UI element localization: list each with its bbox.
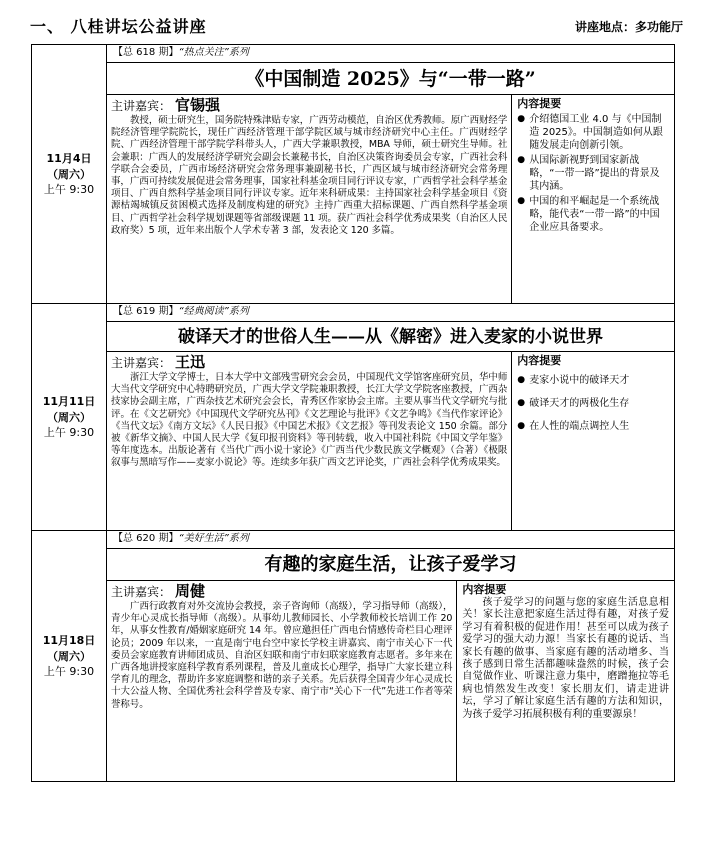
series-label (107, 531, 674, 547)
lecture-2-date-cell (32, 304, 107, 531)
summary-point: ● 介绍德国工业 4.0 与《中国制造 2025》。中国制造如何从跟随发展走向创新引领。 (517, 114, 663, 151)
lecture-venue: 讲座地点：多功能厅 (574, 20, 683, 34)
bullet-icon: ● (517, 398, 526, 408)
summary-point: ● 中国的和平崛起是一个系统战略，能代表“一带一路”的中国企业应具备要求。 (517, 196, 660, 233)
content-summary-heading: 内容提要 (517, 354, 562, 367)
content-summary-heading: 内容提要 (517, 97, 562, 110)
speaker-label: 主讲嘉宾： (111, 99, 172, 113)
speaker-section (107, 95, 511, 303)
series-issue: 【总 619 期】 (113, 306, 179, 317)
speaker-bio: 广西行政教育对外交流协会教授，亲子咨询师（高级），学习指导师（高级），青少年心灵成长指导师（高级）。从事幼儿教师园长、小学教师校长培训工作 20 年，从事女性教育/婚姻家庭研究 14 年。曾应邀担任广西电台情感传奇栏目心理评论员；2009 年以来，一直是南宁电台空中家长学校主讲嘉宾、南宁市关心下一代委员会家庭教育讲师团成员、自治区妇联和南宁市妇联家庭教育志愿者。多年来在广西各地讲授家庭科学教育系列课程，普及儿童成长心理学，指导广大家长建立科学育儿的理念，帮助许多家庭调整和谐的亲子关系。先后获得全国青少年心灵成长十大公益人物、全国优秀社会科学普及专家、南宁市“关心下一代”先进工作者等荣誉称号。 (111, 601, 453, 710)
speaker-line (111, 582, 452, 601)
speaker-label: 主讲嘉宾： (111, 356, 172, 370)
bullet-icon: ● (517, 155, 526, 165)
lecture-date: 11月18日 (42, 634, 96, 647)
page-header (0, 0, 703, 44)
lecture-weekday: （周六） (47, 411, 91, 424)
content-summary (511, 95, 674, 303)
speaker-bio: 浙江大学文学博士，日本大学中文部残雪研究会会员，中国现代文学馆客座研究员，华中师大当代文学研究中心特聘研究员，广西大学文学院兼职教授，长江大学文学院客座教授，广西杂技家协会副主席，广西杂技艺术研究会会长，青秀区作家协会主席。主要从事当代文学研究与批评。在《文艺研究》《中国现代文学研究丛刊》《文艺理论与批评》《文艺争鸣》《当代作家评论》《当代文坛》《南方文坛》《人民日报》《中国艺术报》《文艺报》等刊发表论文 150 余篇。部分被《新华文摘》、中国人民大学《复印报刊资料》等刊转载，收入中国社科院《中国文学年鉴》等年度选本。出版论著有《当代广西小说十家论》《广西当代少数民族文学概观》（合著）《极限叙事与黑暗写作——麦家小说论》等。连续多年获广西文艺评论奖，广西社会科学优秀成果奖。 (111, 372, 508, 469)
lecture-1-topic-row (32, 63, 675, 95)
series-issue: 【总 618 期】 (113, 47, 179, 58)
speaker-section (107, 581, 456, 781)
bullet-icon: ● (517, 196, 526, 206)
lecture-weekday: （周六） (47, 650, 91, 663)
speaker-bio: 教授，硕士研究生，国务院特殊津贴专家，广西劳动模范，自治区优秀教师。原广西财经学院经济管理学院院长，现任广西经济管理干部学院区域与城市经济研究中心主任。广西财经学院、广西经济管理干部学院学科带头人，广西大学兼职教授，MBA 导师，硕士研究生导师。社会兼职：广西人的发展经济学研究会副会长兼秘书长，自治区决策咨询委员会专家，广西社会科学联合会委员，广西市场经济研究会常务理事兼副秘书长，广西区域与城市经济研究会常务理事，广西可持续发展促进会常务理事，国家社科基金项目同行评议专家，广西哲学社会科学基金项目、广西自然科学基金项目同行评议专家。近年来科研成果：主持国家社会科学基金项目《资源枯竭城镇反贫困模式选择及制度构建的研究》主持广西重大招标课题、广西自然科学基金项目、广西哲学社会科学规划课题等省部级课题 11 项。获广西社会科学优秀成果奖（自治区人民政府奖）5 项，近年来出版个人学术专著 3 部，发表论文 120 多篇。 (111, 115, 508, 236)
speaker-label: 主讲嘉宾： (111, 585, 172, 599)
lecture-3-series-row (32, 531, 675, 549)
lecture-topic: 《中国制造 2025》与“一带一路” (245, 67, 536, 90)
lecture-1-detail-row (32, 95, 675, 304)
lecture-weekday: （周六） (47, 168, 91, 181)
lecture-3-topic-row (32, 549, 675, 581)
content-summary (456, 581, 674, 781)
series-issue: 【总 620 期】 (113, 533, 179, 544)
content-summary-heading: 内容提要 (462, 583, 507, 596)
series-label (107, 45, 674, 61)
summary-point: ● 在人性的端点调控人生 (517, 421, 630, 432)
lecture-2-series-row (32, 304, 675, 322)
bullet-icon: ● (517, 421, 526, 431)
series-label (107, 304, 674, 320)
speaker-section (107, 352, 511, 530)
speaker-line (111, 96, 507, 115)
lecture-schedule-table (31, 44, 675, 782)
lecture-time: 上午 9:30 (43, 665, 95, 678)
lecture-time: 上午 9:30 (43, 183, 95, 196)
series-name: “美好生活”系列 (178, 533, 249, 544)
bullet-icon: ● (517, 114, 526, 124)
lecture-2-detail-row (32, 352, 675, 531)
speaker-line (111, 353, 507, 372)
lecture-1-date-cell (32, 45, 107, 304)
lecture-date: 11月4日 (46, 152, 92, 165)
series-name: “经典阅读”系列 (178, 306, 249, 317)
lecture-date: 11月11日 (42, 395, 96, 408)
bullet-icon: ● (517, 375, 526, 385)
lecture-topic: 破译天才的世俗人生——从《解密》进入麦家的小说世界 (178, 326, 603, 347)
summary-point: ● 从国际新视野到国家新战略，“一带一路”提出的背景及其内涵。 (517, 155, 660, 192)
lecture-time: 上午 9:30 (43, 426, 95, 439)
section-title: 一、 八桂讲坛公益讲座 (30, 17, 207, 36)
series-name: “热点关注”系列 (178, 47, 249, 58)
lecture-1-series-row (32, 45, 675, 63)
summary-point: ● 破译天才的两极化生存 (517, 398, 630, 409)
content-summary-text: 孩子爱学习的问题与您的家庭生活息息相关！家长注意把家庭生活过得有趣，对孩子爱学习有着积极的促进作用！甚至可以成为孩子爱学习的强大动力源！当家长有趣的说话、当家长有趣的做事、当家庭有趣的活动增多、当孩子感到日常生活都趣味盎然的时候，孩子会自觉做作业、听课注意力集中，磨蹭拖拉等毛病也悄然发生改变！家长朋友们，请走进讲坛，学习了解让家庭生活有趣的方法和知识，为孩子爱学习拓展积极有利的重要源泉！ (462, 597, 669, 720)
speaker-name: 官锡强 (175, 96, 221, 114)
lecture-topic: 有趣的家庭生活，让孩子爱学习 (264, 553, 517, 575)
lecture-3-date-cell (32, 531, 107, 782)
speaker-name: 王迅 (175, 353, 206, 371)
summary-point: ● 麦家小说中的破译天才 (517, 375, 630, 386)
lecture-3-detail-row (32, 581, 675, 782)
lecture-2-topic-row (32, 322, 675, 352)
speaker-name: 周健 (175, 582, 206, 600)
content-summary (511, 352, 674, 530)
